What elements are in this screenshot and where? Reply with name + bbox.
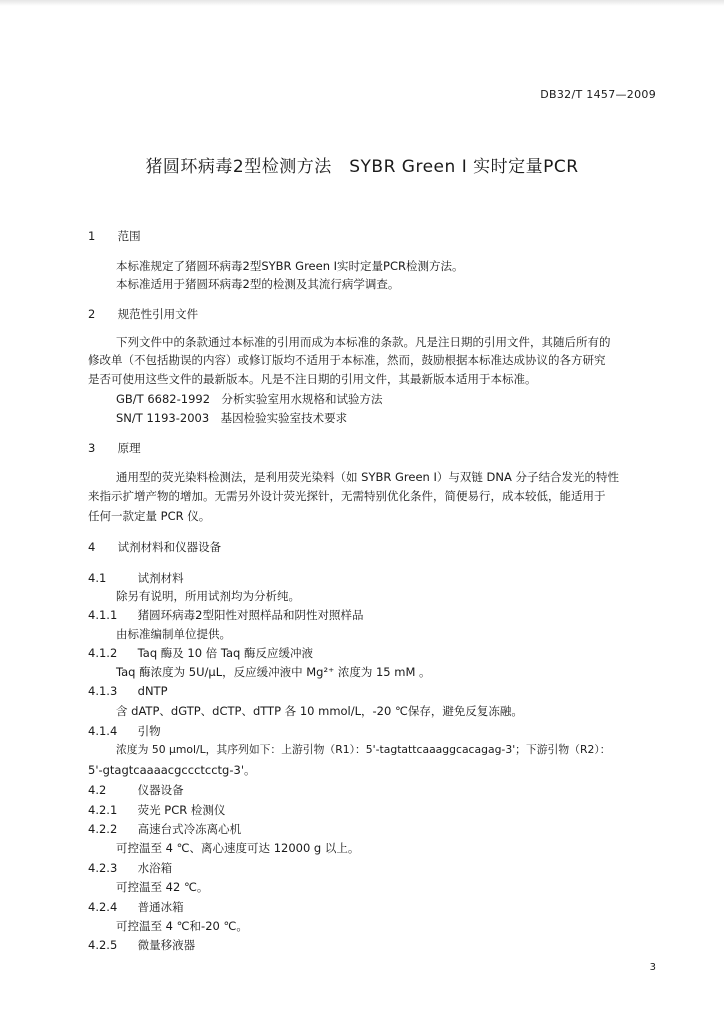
- scan-edge: [0, 0, 724, 6]
- subsection-heading: [88, 860, 668, 876]
- section-4-heading: [88, 539, 668, 555]
- paragraph-line: 浓度为 50 μmol/L，其序列如下：上游引物（R1）：5'-tagtattcaaaggcacagag-3'；下游引物（R2）：: [116, 743, 611, 756]
- subsection-heading: [88, 645, 668, 661]
- section-number: 4.1.2: [88, 646, 118, 660]
- section-number: 4: [88, 540, 96, 554]
- reference-item: GB/T 6682-1992 分析实验室用水规格和试验方法: [116, 392, 383, 406]
- section-title: 荧光 PCR 检测仪: [137, 803, 226, 817]
- section-3-heading: [88, 440, 668, 456]
- paragraph-line: 是否可使用这些文件的最新版本。凡是不注日期的引用文件，其最新版本适用于本标准。: [88, 372, 537, 386]
- paragraph-line: 通用型的荧光染料检测法，是利用荧光染料（如 SYBR Green Ⅰ）与双链 DNA 分子结合发光的特性: [116, 470, 620, 484]
- subsection-heading: [88, 899, 668, 915]
- paragraph-line: 下列文件中的条款通过本标准的引用而成为本标准的条款。凡是注日期的引用文件，其随后所有的: [116, 335, 611, 349]
- section-title: 引物: [137, 724, 161, 738]
- section-title: dNTP: [137, 684, 168, 698]
- paragraph-line: 5'-gtagtcaaaacgccctcctg-3'。: [88, 763, 256, 777]
- subsection-heading: [88, 937, 668, 953]
- subsection-heading: [88, 683, 668, 699]
- section-number: 4.1.3: [88, 684, 118, 698]
- section-title: 普通冰箱: [137, 900, 184, 914]
- paragraph-line: 任何一款定量 PCR 仪。: [88, 509, 211, 523]
- section-number: 3: [88, 441, 96, 455]
- section-number: 4.1.1: [88, 608, 118, 622]
- section-number: 1: [88, 229, 96, 243]
- section-title: 仪器设备: [137, 783, 184, 797]
- subsection-heading: [88, 802, 668, 818]
- paragraph: Taq 酶浓度为 5U/μL，反应缓冲液中 Mg²⁺ 浓度为 15 mM 。: [116, 665, 431, 679]
- section-title: 猪圆环病毒2型阳性对照样品和阴性对照样品: [137, 608, 364, 622]
- section-number: 4.2.5: [88, 938, 118, 952]
- section-title: 范围: [117, 229, 141, 243]
- subsection-heading: [88, 723, 668, 739]
- section-number: 4.2.4: [88, 900, 118, 914]
- section-number: 4.2.1: [88, 803, 118, 817]
- section-title: 水浴箱: [137, 861, 173, 875]
- paragraph: 可控温至 4 ℃和-20 ℃。: [116, 919, 248, 933]
- page-number: 3: [649, 962, 656, 973]
- section-title: 高速台式冷冻离心机: [137, 822, 242, 836]
- section-title: 微量移液器: [137, 938, 196, 952]
- paragraph-line: 修改单（不包括勘误的内容）或修订版均不适用于本标准，然而，鼓励根据本标准达成协议的各方研究: [88, 353, 606, 367]
- paragraph: 可控温至 4 ℃、离心速度可达 12000 g 以上。: [116, 841, 360, 855]
- subsection-heading: [88, 821, 668, 837]
- section-1-heading: [88, 228, 668, 244]
- reference-item: SN/T 1193-2003 基因检验实验室技术要求: [116, 411, 348, 425]
- paragraph: 本标准规定了猪圆环病毒2型SYBR Green Ⅰ实时定量PCR检测方法。: [116, 259, 464, 273]
- section-number: 2: [88, 307, 96, 321]
- paragraph: 可控温至 42 ℃。: [116, 880, 209, 894]
- document-title: 猪圆环病毒2型检测方法 SYBR Green Ⅰ 实时定量PCR: [145, 157, 579, 177]
- section-2-heading: [88, 306, 668, 322]
- standard-code: DB32/T 1457—2009: [540, 88, 656, 101]
- subsection-heading: [88, 570, 668, 586]
- section-title: 原理: [117, 441, 141, 455]
- section-number: 4.2.3: [88, 861, 118, 875]
- section-number: 4.2.2: [88, 822, 118, 836]
- section-title: 试剂材料: [137, 571, 184, 585]
- paragraph: 除另有说明，所用试剂均为分析纯。: [116, 589, 300, 603]
- section-number: 4.2: [88, 783, 107, 797]
- section-title: Taq 酶及 10 倍 Taq 酶反应缓冲液: [137, 646, 314, 660]
- section-number: 4.1.4: [88, 724, 118, 738]
- paragraph: 含 dATP、dGTP、dCTP、dTTP 各 10 mmol/L，-20 ℃保存，避免反复冻融。: [116, 704, 523, 718]
- paragraph: 由标准编制单位提供。: [116, 627, 231, 641]
- paragraph-line: 来指示扩增产物的增加。无需另外设计荧光探针，无需特别优化条件，简便易行，成本较低，能适用于: [88, 489, 606, 503]
- subsection-heading: [88, 607, 668, 623]
- section-number: 4.1: [88, 571, 107, 585]
- section-title: 试剂材料和仪器设备: [117, 540, 222, 554]
- subsection-heading: [88, 782, 668, 798]
- paragraph: 本标准适用于猪圆环病毒2型的检测及其流行病学调查。: [116, 277, 400, 291]
- section-title: 规范性引用文件: [117, 307, 199, 321]
